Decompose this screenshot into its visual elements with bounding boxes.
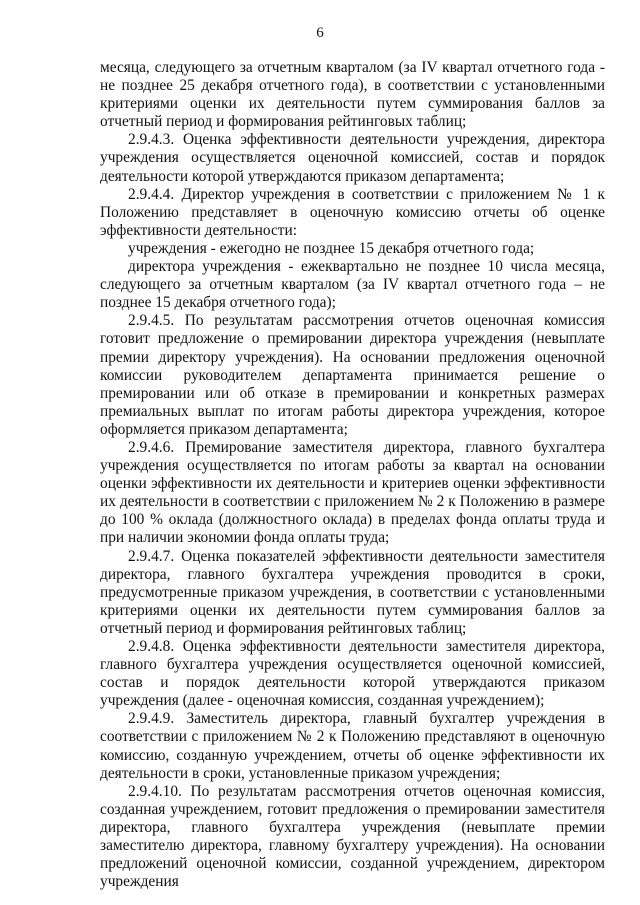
paragraph-institution-deadline: учреждения - ежегодно не позднее 15 декабря отчетного года; [128,239,535,257]
paragraph-2-9-4-7: 2.9.4.7. Оценка показателей эффективности деятельности заместителя директора, главного бухгалтера учреждения проводится в сроки, предусмотренные приказом учреждения, в соответствии с установленными критериями оценки их деятельности путем суммирования баллов за отчетный период и формирования рейтинговых таблиц; [100,547,605,637]
paragraph-2-9-4-4: 2.9.4.4. Директор учреждения в соответствии с приложением № 1 к Положению представляет в оценочную комиссию отчеты об оценке эффективности деятельности: [100,185,605,239]
page-number: 6 [316,25,324,41]
paragraph-director-deadline: директора учреждения - ежеквартально не позднее 10 числа месяца, следующего за отчетным кварталом (за IV квартал отчетного года – не позднее 15 декабря отчетного года); [100,258,605,312]
paragraph-2-9-4-6: 2.9.4.6. Премирование заместителя директора, главного бухгалтера учреждения осуществляется по итогам работы за квартал на основании оценки эффективности их деятельности и критериев оценки эффективности их деятельности в соответствии с приложением № 2 к Положению в размере до 100 % оклада (должностного оклада) в пределах фонда оплаты труда и при наличии экономии фонда оплаты труда; [100,438,605,547]
paragraph-2-9-4-10: 2.9.4.10. По результатам рассмотрения отчетов оценочная комиссия, созданная учреждением, готовит предложения о премировании заместителя директора, главного бухгалтера учреждения (невыплате премии заместителю директора, главному бухгалтеру учреждения). На основании предложений оценочной комиссии, созданной учреждением, директором учреждения [100,782,605,891]
paragraph-2-9-4-9: 2.9.4.9. Заместитель директора, главный бухгалтер учреждения в соответствии с приложением № 2 к Положению представляют в оценочную комиссию, созданную учреждением, отчеты об оценке эффективности их деятельности в сроки, установленные приказом учреждения; [100,710,605,782]
paragraph-2-9-4-8: 2.9.4.8. Оценка эффективности деятельности заместителя директора, главного бухгалтера учреждения осуществляется оценочной комиссией, состав и порядок деятельности которой утверждаются приказом учреждения (далее - оценочная комиссия, созданная учреждением); [100,638,605,710]
paragraph-2-9-4-3: 2.9.4.3. Оценка эффективности деятельности учреждения, директора учреждения осуществляется оценочной комиссией, состав и порядок деятельности которой утверждаются приказом департамента; [100,131,605,185]
paragraph-2-9-4-5: 2.9.4.5. По результатам рассмотрения отчетов оценочная комиссия готовит предложение о премировании директора учреждения (невыплате премии директору учреждения). На основании предложения оценочной комиссии руководителем департамента принимается решение о премировании или об отказе в премировании и конкретных размерах премиальных выплат по итогам работы директора учреждения, которое оформляется приказом департамента; [100,312,605,438]
paragraph-continuation: месяца, следующего за отчетным кварталом (за IV квартал отчетного года - не позднее 25 декабря отчетного года), в соответствии с установленными критериями оценки их деятельности путем суммирования баллов за отчетный период и формирования рейтинговых таблиц; [100,59,605,131]
document-body [100,59,605,891]
